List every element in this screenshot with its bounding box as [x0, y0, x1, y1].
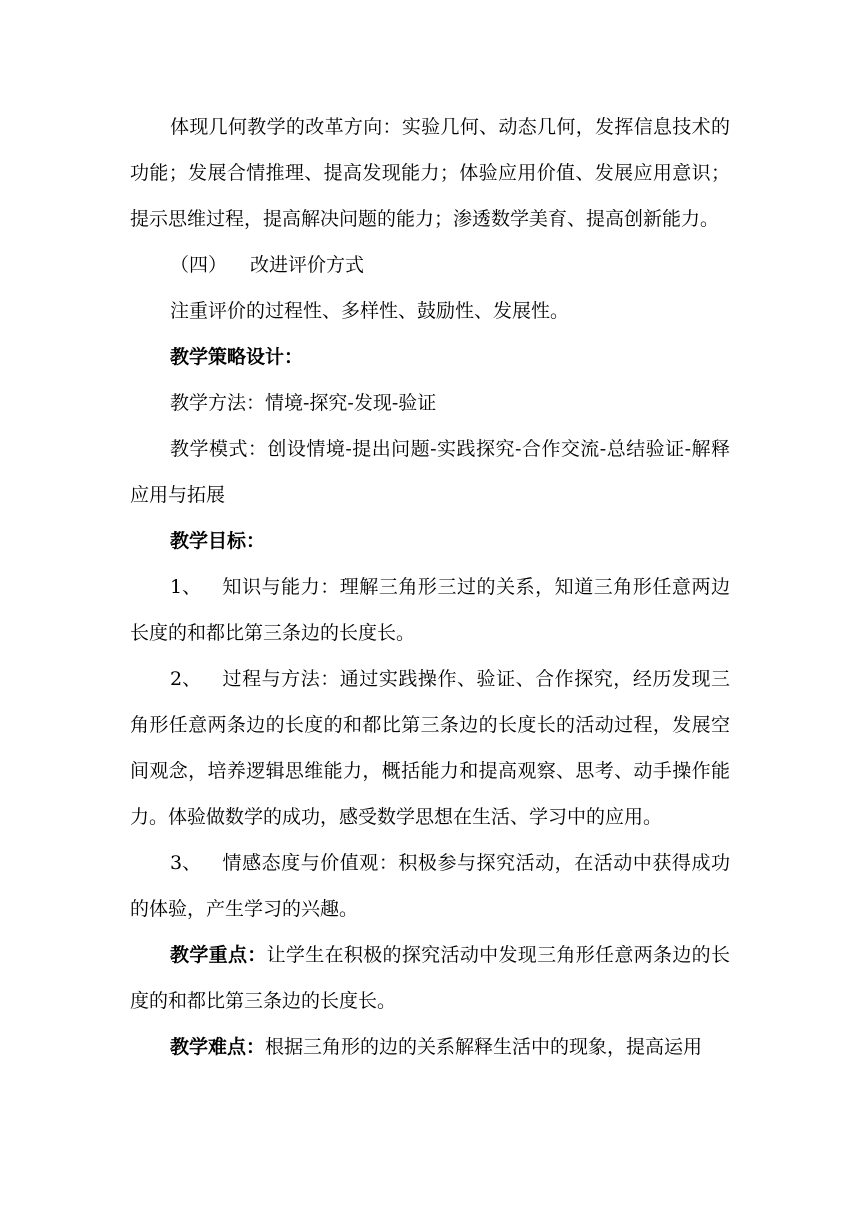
goal-number: 3、	[170, 852, 202, 874]
goal-item-3	[130, 840, 730, 932]
teaching-mode-paragraph: 教学模式：创设情境-提出问题-实践探究-合作交流-总结验证-解释应用与拓展	[130, 438, 730, 506]
evaluation-paragraph: 注重评价的过程性、多样性、鼓励性、发展性。	[170, 300, 570, 322]
reform-direction-paragraph: 体现几何教学的改革方向：实验几何、动态几何，发挥信息技术的功能；发展合情推理、提高发现能力；体验应用价值、发展应用意识；提示思维过程，提高解决问题的能力；渗透数学美育、提高创新能力。	[130, 116, 730, 230]
key-point-text: 让学生在积极的探究活动中发现三角形任意两条边的长度的和都比第三条边的长度长。	[130, 944, 730, 1012]
key-point-paragraph	[130, 932, 730, 1024]
goal-text: 过程与方法：通过实践操作、验证、合作探究，经历发现三角形任意两条边的长度的和都比第三条边的长度长的活动过程，发展空间观念，培养逻辑思维能力，概括能力和提高观察、思考、动手操作能力。体验做数学的成功，感受数学思想在生活、学习中的应用。	[130, 668, 730, 828]
difficult-point-text: 根据三角形的边的关系解释生活中的现象，提高运用	[265, 1036, 703, 1058]
strategy-heading: 教学策略设计：	[170, 346, 304, 368]
key-point-label: 教学重点：	[170, 944, 267, 966]
goal-item-1	[130, 564, 730, 656]
teaching-method-paragraph: 教学方法：情境-探究-发现-验证	[170, 392, 437, 414]
section-title: 改进评价方式	[250, 254, 365, 276]
goal-item-2	[130, 656, 730, 840]
difficult-point-label: 教学难点：	[170, 1036, 266, 1058]
difficult-point-paragraph	[130, 1024, 730, 1070]
goal-number: 1、	[170, 576, 202, 598]
section-number: （四）	[170, 254, 228, 276]
document-body	[130, 104, 730, 1070]
goals-heading: 教学目标：	[170, 530, 266, 552]
goal-text: 知识与能力：理解三角形三过的关系，知道三角形任意两边长度的和都比第三条边的长度长。	[130, 576, 730, 644]
goal-text: 情感态度与价值观：积极参与探究活动，在活动中获得成功的体验，产生学习的兴趣。	[130, 852, 730, 920]
goal-number: 2、	[170, 668, 202, 690]
section-heading-4	[130, 242, 730, 288]
